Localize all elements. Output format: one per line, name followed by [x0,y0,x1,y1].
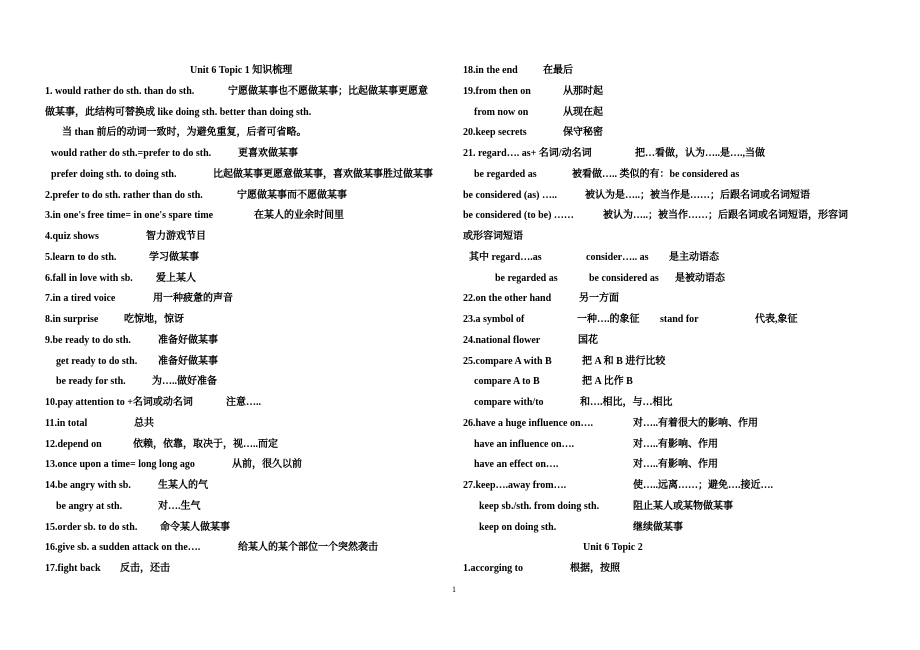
left-phrase: 11.in total [45,417,88,429]
right-meaning: 和….相比，与…相比 [580,397,673,408]
right-meaning: 在最后 [543,65,573,76]
right-meaning: consider….. as [586,251,649,263]
left-phrase: 当 than 前后的动词一致时，为避免重复，后者可省略。 [62,127,307,139]
left-phrase: 17.fight back [45,563,101,574]
left-meaning: 在某人的业余时间里 [254,210,344,222]
right-meaning: 保守秘密 [563,127,603,139]
left-meaning: 生某人的气 [158,480,208,491]
right-phrase: have an influence on…. [474,438,575,450]
right-meaning: 对…..有着很大的影响、作用 [633,417,758,429]
right-phrase: 24.national flower [463,334,541,346]
left-phrase: 9.be ready to do sth. [45,334,131,346]
right-meaning: 从现在起 [563,106,603,118]
left-meaning: 总共 [134,417,154,429]
left-phrase: 6.fall in love with sb. [45,272,133,284]
right-meaning: 被认为是…..；被当作是……；后跟名词或名词短语 [585,189,810,201]
right-meaning: 另一方面 [579,293,619,305]
left-phrase: 7.in a tired voice [45,293,116,305]
right-meaning: 把…看做，认为…..是….,当做 [635,148,765,159]
left-meaning: 从前，很久以前 [232,459,302,471]
right-phrase: 22.on the other hand [463,293,552,305]
right-meaning: 使…..远离……；避免….接近…. [633,480,773,491]
right-phrase: compare A to B [474,376,540,388]
left-phrase: 12.depend on [45,438,102,450]
left-phrase: 2.prefer to do sth. rather than do sth. [45,189,203,201]
right-meaning: 对…..有影响、作用 [633,459,718,471]
left-meaning: 给某人的某个部位一个突然袭击 [238,542,378,554]
left-phrase: be ready for sth. [56,376,126,388]
right-phrase: 27.keep….away from…. [463,480,567,491]
right-phrase: 19.from then on [463,85,531,97]
right-phrase: be regarded as [495,272,558,284]
left-meaning: 吃惊地，惊讶 [124,314,184,325]
section-title: Unit 6 Topic 2 [583,542,643,554]
right-meaning: 继续做某事 [633,521,683,533]
left-phrase: get ready to do sth. [56,355,138,367]
left-meaning: 对….生气 [158,500,201,512]
right-meaning: 是主动语态 [669,251,719,263]
left-meaning: 更喜欢做某事 [238,148,298,159]
left-meaning: 准备好做某事 [158,355,218,367]
right-phrase: 其中 regard….as [469,251,542,263]
right-phrase: from now on [474,106,529,118]
right-phrase: be considered (as) ….. [463,189,557,201]
left-phrase: 1. would rather do sth. than do sth. [45,85,195,97]
right-phrase: compare with/to [474,397,544,408]
left-phrase: 14.be angry with sb. [45,480,131,491]
left-phrase: 4.quiz shows [45,231,99,242]
right-meaning: 把 A 比作 B [582,376,633,388]
left-meaning: 为…..做好准备 [152,376,217,388]
left-meaning: 爱上某人 [156,272,196,284]
left-phrase: 5.learn to do sth. [45,251,117,263]
left-meaning: 依赖，依靠，取决于，视…..而定 [133,438,278,450]
right-phrase: 26.have a huge influence on…. [463,417,594,429]
right-meaning: 代表,象征 [755,314,798,325]
page-number: 1 [452,585,456,594]
left-phrase: 8.in surprise [45,314,99,325]
right-meaning: 对…..有影响、作用 [633,438,718,450]
right-meaning: be considered as [589,272,659,284]
right-meaning: 被认为…..；被当作……；后跟名词或名词短语，形容词 [603,210,848,222]
right-phrase: have an effect on…. [474,459,559,471]
right-meaning: 从那时起 [563,85,603,97]
left-meaning: 准备好做某事 [158,334,218,346]
left-meaning: 比起做某事更愿意做某事，喜欢做某事胜过做某事 [213,168,433,180]
right-meaning: 被看做….. 类似的有：be considered as [572,168,740,180]
right-phrase: be regarded as [474,168,537,180]
right-meaning: 一种….的象征 [577,314,640,325]
right-phrase: keep on doing sth. [479,521,557,533]
right-meaning: stand for [660,314,699,325]
right-phrase: 20.keep secrets [463,127,527,139]
right-meaning: 国花 [578,334,598,346]
left-meaning: 宁愿做某事也不愿做某事；比起做某事更愿意 [228,85,428,97]
left-meaning: 注意….. [226,397,261,408]
left-phrase: 15.order sb. to do sth. [45,521,138,533]
left-phrase: 16.give sb. a sudden attack on the…. [45,542,201,554]
right-meaning: 根据，按照 [570,563,620,574]
left-meaning: 反击，还击 [120,563,170,574]
right-phrase: 23.a symbol of [463,314,525,325]
left-meaning: 学习做某事 [149,251,199,263]
left-meaning: 宁愿做某事而不愿做某事 [237,189,347,201]
right-phrase: 1.accorging to [463,563,523,574]
left-meaning: 智力游戏节目 [146,231,206,242]
section-title: Unit 6 Topic 1 知识梳理 [190,65,293,76]
left-phrase: be angry at sth. [56,500,123,512]
right-phrase: 或形容词短语 [463,231,523,242]
left-phrase: 做某事，此结构可替换成 like doing sth. better than doing sth. [45,106,312,118]
left-meaning: 命令某人做某事 [160,521,230,533]
left-meaning: 用一种疲惫的声音 [153,293,233,305]
right-meaning: 阻止某人或某物做某事 [633,500,733,512]
right-meaning: 是被动语态 [675,272,725,284]
right-phrase: 25.compare A with B [463,355,552,367]
left-phrase: 13.once upon a time= long long ago [45,459,195,471]
left-phrase: prefer doing sth. to doing sth. [51,168,177,180]
right-meaning: 把 A 和 B 进行比较 [582,355,666,367]
right-phrase: be considered (to be) …… [463,210,574,222]
left-phrase: would rather do sth.=prefer to do sth. [51,148,212,159]
right-phrase: keep sb./sth. from doing sth. [479,500,600,512]
left-phrase: 3.in one's free time= in one's spare time [45,210,214,222]
right-phrase: 21. regard…. as+ 名词/动名词 [463,148,592,159]
right-phrase: 18.in the end [463,65,518,76]
left-phrase: 10.pay attention to +名词或动名词 [45,397,193,408]
